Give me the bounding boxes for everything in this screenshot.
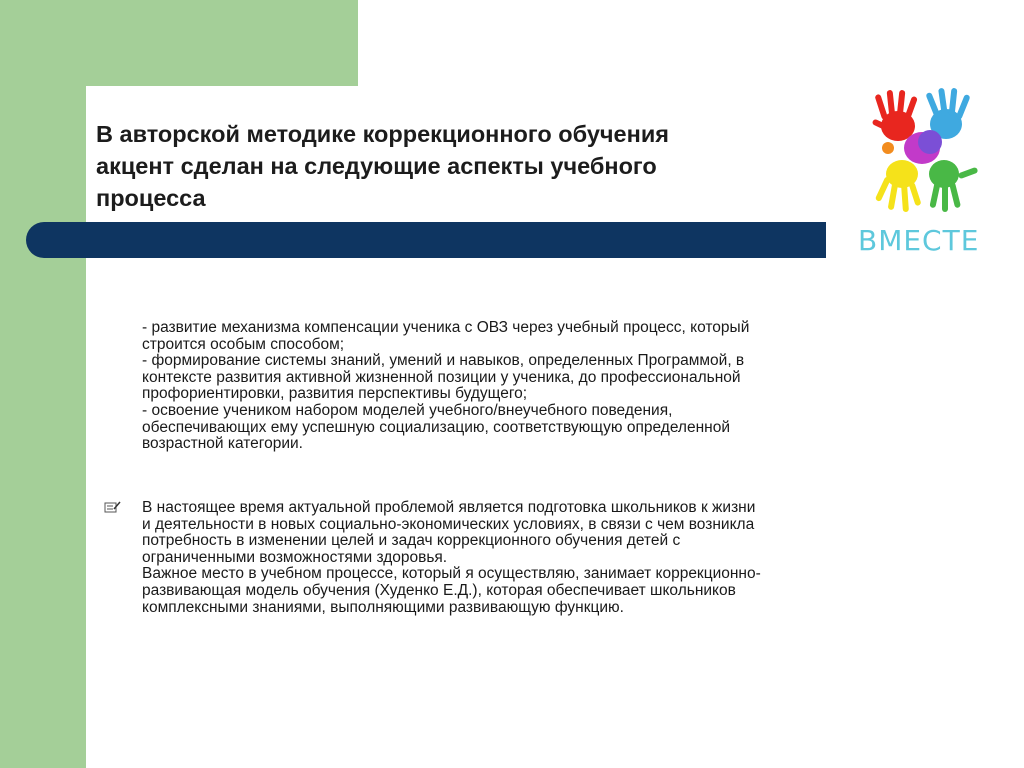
text-line: потребность в изменении целей и задач коррекционного обучения детей с [142,532,681,550]
text-line: ограниченными возможностями здоровья. [142,548,448,566]
vmeste-logo [858,86,988,258]
text-line: контексте развития активной жизненной позиции у ученика, до профессиональной [142,368,741,386]
title-line: акцент сделан на следующие аспекты учебного [96,153,657,179]
text-line: профориентировки, развития перспективы будущего; [142,385,528,403]
text-line: обеспечивающих ему успешную социализацию, соответствующую определенной [142,418,730,436]
left-green-band [0,0,86,768]
title-underline-bar [26,222,826,258]
text-line: - формирование системы знаний, умений и навыков, определенных Программой, в [142,352,745,370]
pencil-note-icon [104,500,122,514]
text-line: развивающая модель обучения (Худенко Е.Д.), которая обеспечивает школьников [142,581,736,599]
title-line: В авторской методике коррекционного обучения [96,121,669,147]
logo-text: ВМЕСТЕ [858,224,980,257]
current-problem-paragraph [142,500,942,616]
text-line: строится особым способом; [142,335,345,353]
text-line: комплексными знаниями, выполняющими развивающую функцию. [142,598,624,616]
text-line: В настоящее время актуальной проблемой является подготовка школьников к жизни [142,499,756,516]
text-line: - развитие механизма компенсации ученика с ОВЗ через учебный процесс, который [142,319,750,336]
text-line: возрастной категории. [142,435,303,453]
text-line: и деятельности в новых социально-экономических условиях, в связи с чем возникла [142,515,755,533]
text-line: Важное место в учебном процессе, который я осуществляю, занимает коррекционно- [142,565,761,583]
colorful-hands-icon [858,86,988,221]
top-green-band [0,0,358,86]
title-line: процесса [96,185,206,211]
slide-title [96,118,816,214]
text-line: - освоение учеником набором моделей учебного/внеучебного поведения, [142,401,673,419]
aspects-list [142,320,942,453]
